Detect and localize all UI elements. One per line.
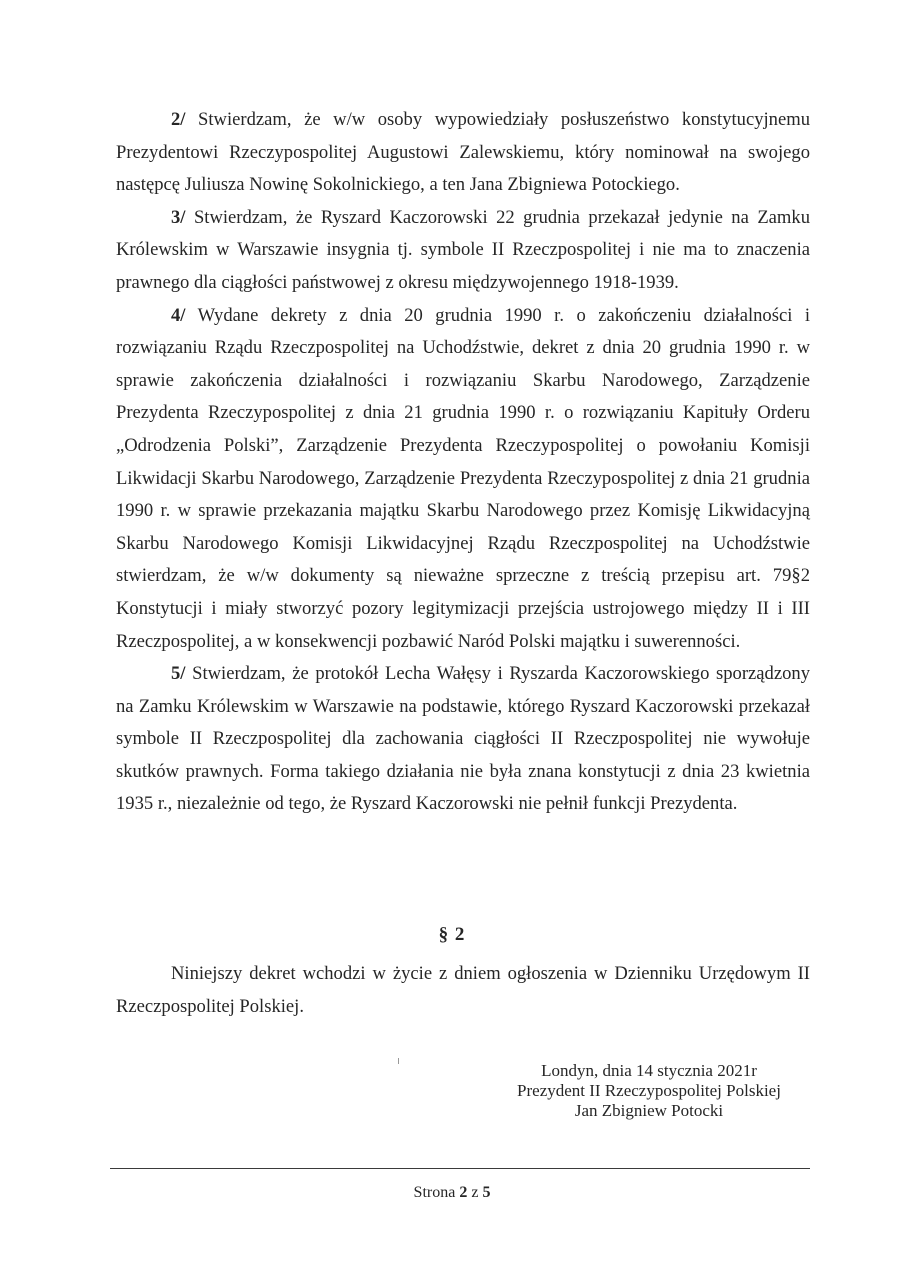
scan-speck: [398, 1058, 399, 1064]
paragraph-text: Stwierdzam, że protokół Lecha Wałęsy i Ryszarda Kaczorowskiego sporządzony na Zamku Królewskim w Warszawie na podstawie, którego Ryszard Kaczorowski przekazał symbole II Rzeczpospolitej dla zachowania ciągłości II Rzeczpospolitej nie wywołuje skutków prawnych. Forma takiego działania nie była znana konstytucji z dnia 23 kwietnia 1935 r., niezależnie od tego, że Ryszard Kaczorowski nie pełnił funkcji Prezydenta.: [116, 663, 810, 815]
signatory-name: Jan Zbigniew Potocki: [574, 1101, 724, 1120]
paragraph-text: Stwierdzam, że w/w osoby wypowiedziały posłuszeństwo konstytucyjnemu Prezydentowi Rzeczypospolitej Augustowi Zalewskiemu, który nominował na swojego następcę Juliusza Nowinę Sokolnickiego, a ten Jana Zbigniewa Potockiego.: [116, 109, 810, 196]
paragraph-text: Wydane dekrety z dnia 20 grudnia 1990 r. o zakończeniu działalności i rozwiązaniu Rządu Rzeczpospolitej na Uchodźstwie, dekret z dnia 20 grudnia 1990 r. w sprawie zakończenia działalności i rozwiązaniu Skarbu Narodowego, Zarządzenie Prezydenta Rzeczypospolitej z dnia 21 grudnia 1990 r. o rozwiązaniu Kapituły Orderu „Odrodzenia Polski”, Zarządzenie Prezydenta Rzeczypospolitej o powołaniu Komisji Likwidacji Skarbu Narodowego, Zarządzenie Prezydenta Rzeczypospolitej z dnia 21 grudnia 1990 r. w sprawie przekazania majątku Skarbu Narodowego przez Komisję Likwidacyjną Skarbu Narodowego Komisji Likwidacyjnej Rządu Rzeczpospolitej na Uchodźstwie stwierdzam, że w/w dokumenty są nieważne sprzeczne z treścią przepisu art. 79§2 Konstytucji i miały stworzyć pozory legitymizacji przejścia ustrojowego między II i III Rzeczpospolitej, a w konsekwencji pozbawić Naród Polski majątku i suwerenności.: [116, 304, 810, 652]
paragraph-4: [116, 300, 810, 659]
paragraph-5: [116, 658, 810, 821]
page-label: Strona: [413, 1184, 456, 1201]
paragraph-number: 4/: [171, 304, 186, 326]
section-heading: § 2: [438, 924, 466, 945]
paragraph-number: 3/: [171, 206, 186, 228]
paragraph-2: [116, 104, 810, 202]
signature-block: [484, 1061, 814, 1121]
total-pages: 5: [482, 1184, 491, 1201]
page-number: [0, 1184, 904, 1202]
paragraph-number: 2/: [171, 109, 186, 130]
footer-divider: [110, 1168, 810, 1169]
signatory-office: Prezydent II Rzeczypospolitej Polskiej: [517, 1081, 781, 1100]
place-date: Londyn, dnia 14 stycznia 2021r: [541, 1061, 757, 1080]
paragraph-text: Stwierdzam, że Ryszard Kaczorowski 22 grudnia przekazał jedynie na Zamku Królewskim w Warszawie insygnia tj. symbole II Rzeczpospolitej i nie ma to znaczenia prawnego dla ciągłości państwowej z okresu międzywojennego 1918-1939.: [116, 206, 810, 293]
paragraph-number: 5/: [171, 663, 186, 685]
current-page: 2: [459, 1184, 468, 1201]
page-separator: z: [471, 1184, 479, 1201]
decree-body: [116, 104, 810, 821]
final-paragraph: Niniejszy dekret wchodzi w życie z dniem ogłoszenia w Dzienniku Urzędowym II Rzeczpospolitej Polskiej.: [116, 963, 810, 1017]
paragraph-3: [116, 202, 810, 300]
